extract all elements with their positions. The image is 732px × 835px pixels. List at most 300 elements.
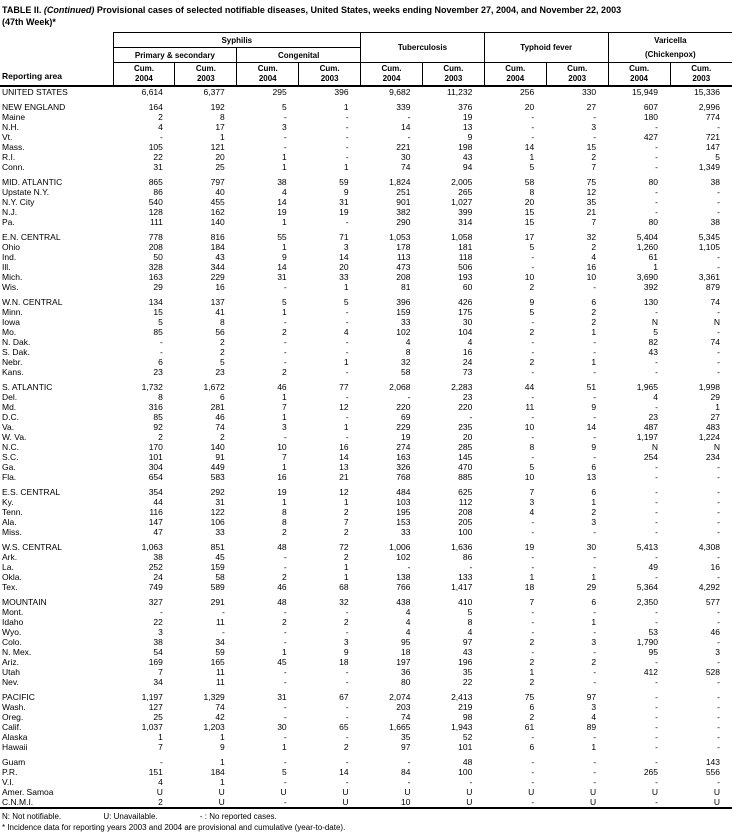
value-cell: 116: [149, 507, 163, 517]
value-cell: 1: [281, 392, 287, 402]
value-cell: -: [717, 637, 720, 647]
col-group-tuberculosis: Tuberculosis: [361, 33, 485, 63]
value-cell: 10: [400, 797, 411, 807]
value-cell: -: [407, 112, 411, 122]
table-row: [0, 217, 732, 227]
value-cell: -: [717, 462, 720, 472]
value-cell: -: [221, 627, 225, 637]
col-subgroup-congenital: Congenital: [237, 48, 361, 63]
reporting-area-cell: Maine: [2, 112, 26, 122]
value-cell: 147: [148, 517, 163, 527]
value-cell: 100: [458, 767, 473, 777]
reporting-area-cell: Upstate N.Y.: [2, 187, 50, 197]
value-cell: 23: [215, 367, 225, 377]
value-cell: 449: [210, 462, 225, 472]
reporting-area-cell: Iowa: [2, 317, 20, 327]
value-cell: 2: [591, 307, 597, 317]
value-cell: 43: [648, 347, 659, 357]
value-cell: 127: [148, 702, 163, 712]
value-cell: -: [283, 432, 287, 442]
value-cell: U: [156, 787, 163, 797]
value-cell: 1,943: [451, 722, 473, 732]
table-row: [0, 102, 732, 112]
value-cell: -: [717, 572, 720, 582]
value-cell: 6: [220, 392, 225, 402]
reporting-area-cell: Nebr.: [2, 357, 23, 367]
reporting-area-cell: Oreg.: [2, 712, 24, 722]
value-cell: 2: [591, 242, 597, 252]
value-cell: -: [593, 132, 597, 142]
value-cell: 1: [220, 777, 225, 787]
value-cell: 3: [591, 702, 597, 712]
value-cell: -: [345, 142, 349, 152]
value-cell: 2: [220, 432, 225, 442]
value-cell: U: [528, 787, 535, 797]
value-cell: 95: [648, 647, 659, 657]
value-cell: 654: [148, 472, 163, 482]
title-text: Provisional cases of selected notifiable diseases, United States, weeks ending November 27, 2004, and November 22, 2003: [96, 5, 622, 15]
value-cell: -: [717, 357, 720, 367]
value-cell: 95: [400, 637, 411, 647]
value-cell: -: [531, 767, 535, 777]
value-cell: 5: [281, 102, 287, 112]
value-cell: 86: [462, 552, 473, 562]
value-cell: 4: [281, 187, 287, 197]
reporting-area-cell: Mass.: [2, 142, 25, 152]
value-cell: 16: [215, 282, 225, 292]
value-cell: 74: [710, 297, 720, 307]
value-cell: 6: [591, 487, 597, 497]
value-cell: 219: [458, 702, 473, 712]
table-row: [0, 562, 732, 572]
value-cell: -: [655, 722, 659, 732]
value-cell: 46: [277, 582, 287, 592]
value-cell: -: [593, 677, 597, 687]
value-cell: 5: [529, 242, 535, 252]
value-cell: 6: [529, 742, 535, 752]
value-cell: -: [655, 122, 659, 132]
value-cell: 9,682: [389, 87, 411, 97]
value-cell: 102: [396, 327, 411, 337]
value-cell: 2: [281, 367, 287, 377]
value-cell: 3: [281, 422, 287, 432]
value-cell: 73: [462, 367, 473, 377]
value-cell: -: [593, 667, 597, 677]
value-cell: -: [655, 607, 659, 617]
value-cell: 13: [462, 122, 473, 132]
value-cell: 7: [529, 597, 535, 607]
value-cell: 1,006: [389, 542, 411, 552]
value-cell: 22: [153, 617, 163, 627]
value-cell: 220: [458, 402, 473, 412]
value-cell: -: [655, 462, 659, 472]
value-cell: 170: [148, 442, 163, 452]
value-cell: 184: [210, 242, 225, 252]
value-cell: -: [717, 607, 720, 617]
value-cell: -: [593, 767, 597, 777]
value-cell: 128: [148, 207, 163, 217]
value-cell: -: [655, 367, 659, 377]
value-cell: 38: [153, 637, 163, 647]
reporting-area-cell: R.I.: [2, 152, 16, 162]
table-row: [0, 347, 732, 357]
value-cell: 193: [458, 272, 473, 282]
value-cell: 865: [148, 177, 163, 187]
table-row: [0, 86, 732, 97]
value-cell: 1,329: [203, 692, 225, 702]
table-row: [0, 367, 732, 377]
value-cell: 20: [524, 102, 535, 112]
value-cell: 48: [277, 542, 287, 552]
value-cell: -: [717, 187, 720, 197]
value-cell: 20: [339, 262, 349, 272]
value-cell: -: [717, 252, 720, 262]
value-cell: 265: [458, 187, 473, 197]
value-cell: 1: [220, 732, 225, 742]
value-cell: -: [655, 507, 659, 517]
value-cell: 3,361: [698, 272, 720, 282]
col-header-syphilis-cong-2004: Cum. 2004: [237, 63, 299, 87]
value-cell: 32: [586, 232, 597, 242]
value-cell: 4: [591, 252, 597, 262]
value-cell: 8: [529, 442, 535, 452]
value-cell: -: [345, 627, 349, 637]
value-cell: 5: [281, 297, 287, 307]
value-cell: -: [531, 757, 535, 767]
value-cell: 3: [591, 637, 597, 647]
value-cell: 2: [343, 507, 349, 517]
reporting-area-cell: Fla.: [2, 472, 17, 482]
value-cell: 38: [277, 177, 287, 187]
reporting-area-cell: Vt.: [2, 132, 13, 142]
value-cell: 86: [153, 187, 163, 197]
reporting-area-cell: Mont.: [2, 607, 24, 617]
value-cell: 17: [215, 122, 225, 132]
value-cell: 2: [281, 617, 287, 627]
value-cell: 339: [396, 102, 411, 112]
value-cell: 721: [705, 132, 720, 142]
reporting-area-cell: S. Dak.: [2, 347, 30, 357]
value-cell: -: [345, 667, 349, 677]
table-row: [0, 187, 732, 197]
value-cell: 2: [529, 637, 535, 647]
value-cell: -: [655, 307, 659, 317]
value-cell: U: [218, 797, 225, 807]
value-cell: 1: [343, 282, 349, 292]
value-cell: 382: [396, 207, 411, 217]
value-cell: 4: [405, 607, 411, 617]
value-cell: 196: [458, 657, 473, 667]
col-group-typhoid-fever: Typhoid fever: [484, 33, 608, 63]
value-cell: U: [466, 787, 473, 797]
value-cell: 427: [643, 132, 659, 142]
value-cell: 43: [215, 252, 225, 262]
value-cell: 10: [277, 442, 287, 452]
value-cell: -: [655, 742, 659, 752]
value-cell: 60: [462, 282, 473, 292]
table-row: [0, 507, 732, 517]
value-cell: -: [283, 282, 287, 292]
value-cell: -: [531, 617, 535, 627]
value-cell: 23: [648, 412, 659, 422]
table-row: [0, 692, 732, 702]
value-cell: 1,037: [141, 722, 163, 732]
value-cell: 12: [339, 402, 349, 412]
value-cell: -: [593, 777, 597, 787]
value-cell: 3: [715, 647, 720, 657]
value-cell: 326: [396, 462, 411, 472]
value-cell: -: [345, 337, 349, 347]
value-cell: 153: [396, 517, 411, 527]
value-cell: 2: [529, 282, 535, 292]
reporting-area-cell: N. Dak.: [2, 337, 31, 347]
value-cell: 5: [467, 607, 473, 617]
value-cell: -: [655, 357, 659, 367]
value-cell: 6: [529, 702, 535, 712]
value-cell: 1: [591, 327, 597, 337]
footnote-no-reported-cases: - : No reported cases.: [199, 812, 277, 821]
value-cell: 295: [272, 87, 287, 97]
table-row: [0, 627, 732, 637]
value-cell: -: [283, 732, 287, 742]
value-cell: 9: [591, 402, 597, 412]
value-cell: 77: [339, 382, 349, 392]
value-cell: U: [280, 787, 287, 797]
value-cell: 1: [220, 132, 225, 142]
value-cell: 3: [281, 122, 287, 132]
value-cell: 1,732: [141, 382, 163, 392]
value-cell: 292: [210, 487, 225, 497]
reporting-area-header: Reporting area: [0, 33, 113, 87]
value-cell: 159: [210, 562, 225, 572]
value-cell: 4: [405, 627, 411, 637]
reporting-area-cell: Ohio: [2, 242, 20, 252]
value-cell: -: [655, 402, 659, 412]
value-cell: 19: [277, 207, 287, 217]
footnote-legend: [2, 811, 728, 822]
value-cell: 229: [396, 422, 411, 432]
value-cell: 766: [396, 582, 411, 592]
value-cell: -: [655, 142, 659, 152]
value-cell: -: [283, 757, 287, 767]
value-cell: 30: [462, 317, 473, 327]
value-cell: 38: [710, 217, 720, 227]
table-section: [0, 227, 732, 292]
reporting-area-cell: Md.: [2, 402, 17, 412]
value-cell: -: [717, 327, 720, 337]
value-cell: 1,203: [203, 722, 225, 732]
value-cell: 1,260: [636, 242, 659, 252]
value-cell: 19: [462, 112, 473, 122]
value-cell: 3: [591, 517, 597, 527]
value-cell: 1: [653, 262, 659, 272]
value-cell: -: [531, 337, 535, 347]
table-row: [0, 272, 732, 282]
value-cell: 2,005: [451, 177, 473, 187]
col-header-varicella-2004: Cum. 2004: [608, 63, 670, 87]
value-cell: -: [283, 607, 287, 617]
value-cell: 234: [705, 452, 720, 462]
value-cell: 9: [529, 297, 535, 307]
reporting-area-cell: W. Va.: [2, 432, 27, 442]
value-cell: 470: [458, 462, 473, 472]
value-cell: 1: [343, 162, 349, 172]
table-row: [0, 112, 732, 122]
table-row: [0, 382, 732, 392]
value-cell: -: [283, 797, 287, 807]
reporting-area-cell: Amer. Samoa: [2, 787, 54, 797]
col-header-typhoid-2003: Cum. 2003: [546, 63, 608, 87]
value-cell: 4: [467, 337, 473, 347]
reporting-area-cell: Ala.: [2, 517, 17, 527]
value-cell: -: [655, 487, 659, 497]
value-cell: 101: [458, 742, 473, 752]
col-header-syphilis-ps-2004: Cum. 2004: [113, 63, 175, 87]
value-cell: 24: [153, 572, 163, 582]
value-cell: 5: [529, 462, 535, 472]
value-cell: 192: [210, 102, 225, 112]
value-cell: 53: [648, 627, 659, 637]
value-cell: 33: [400, 527, 411, 537]
value-cell: 10: [524, 272, 535, 282]
value-cell: 36: [400, 667, 411, 677]
value-cell: 65: [339, 722, 349, 732]
table-section: [0, 97, 732, 172]
value-cell: 344: [210, 262, 225, 272]
table-section: [0, 687, 732, 752]
table-row: [0, 357, 732, 367]
value-cell: -: [655, 517, 659, 527]
value-cell: -: [160, 607, 163, 617]
value-cell: 44: [524, 382, 535, 392]
value-cell: -: [531, 432, 535, 442]
table-row: [0, 767, 732, 777]
value-cell: 91: [215, 452, 225, 462]
value-cell: 8: [158, 392, 163, 402]
value-cell: -: [717, 677, 720, 687]
value-cell: 265: [643, 767, 659, 777]
value-cell: 1,417: [451, 582, 473, 592]
value-cell: -: [717, 207, 720, 217]
value-cell: -: [593, 732, 597, 742]
value-cell: 2: [220, 337, 225, 347]
value-cell: 396: [334, 87, 349, 97]
value-cell: 1: [343, 572, 349, 582]
value-cell: 8: [467, 617, 473, 627]
value-cell: -: [160, 337, 163, 347]
value-cell: 147: [705, 142, 720, 152]
value-cell: 1,063: [141, 542, 163, 552]
table-row: [0, 657, 732, 667]
value-cell: 885: [458, 472, 473, 482]
value-cell: 5,404: [636, 232, 659, 242]
value-cell: -: [655, 552, 659, 562]
value-cell: 2: [591, 507, 597, 517]
table-row: [0, 742, 732, 752]
value-cell: 84: [400, 767, 411, 777]
value-cell: 67: [339, 692, 349, 702]
table-row: [0, 572, 732, 582]
value-cell: -: [283, 562, 287, 572]
value-cell: -: [531, 647, 535, 657]
value-cell: 9: [343, 187, 349, 197]
value-cell: -: [345, 367, 349, 377]
value-cell: -: [221, 607, 225, 617]
value-cell: -: [655, 187, 659, 197]
value-cell: 4: [653, 392, 659, 402]
reporting-area-cell: Okla.: [2, 572, 22, 582]
value-cell: 14: [339, 767, 349, 777]
value-cell: 879: [705, 282, 720, 292]
table-row: [0, 712, 732, 722]
value-cell: 111: [149, 217, 163, 227]
value-cell: 1,105: [698, 242, 720, 252]
value-cell: 46: [710, 627, 720, 637]
value-cell: -: [283, 357, 287, 367]
reporting-area-cell: Wis.: [2, 282, 19, 292]
value-cell: 328: [148, 262, 163, 272]
value-cell: -: [717, 507, 720, 517]
reporting-area-cell: Va.: [2, 422, 15, 432]
value-cell: 438: [396, 597, 411, 607]
value-cell: -: [717, 617, 720, 627]
value-cell: -: [160, 757, 163, 767]
value-cell: 4: [405, 337, 411, 347]
value-cell: 105: [148, 142, 163, 152]
table-row: [0, 677, 732, 687]
value-cell: 59: [339, 177, 349, 187]
value-cell: 5: [281, 767, 287, 777]
value-cell: -: [407, 132, 411, 142]
value-cell: 2: [343, 617, 349, 627]
value-cell: 1: [281, 497, 287, 507]
value-cell: 92: [153, 422, 163, 432]
value-cell: 2: [343, 527, 349, 537]
value-cell: -: [283, 347, 287, 357]
value-cell: 2: [529, 327, 535, 337]
value-cell: 1: [529, 667, 535, 677]
value-cell: 203: [396, 702, 411, 712]
value-cell: 16: [277, 472, 287, 482]
value-cell: -: [655, 702, 659, 712]
reporting-area-cell: Kans.: [2, 367, 24, 377]
value-cell: 130: [643, 297, 659, 307]
value-cell: -: [531, 122, 535, 132]
table-row: [0, 732, 732, 742]
value-cell: 32: [400, 357, 411, 367]
value-cell: 69: [400, 412, 411, 422]
reporting-area-cell: Wyo.: [2, 627, 22, 637]
table-section: [0, 752, 732, 807]
value-cell: -: [531, 562, 535, 572]
value-cell: 145: [458, 452, 473, 462]
value-cell: -: [717, 347, 720, 357]
reporting-area-cell: D.C.: [2, 412, 19, 422]
reporting-area-cell: E.N. CENTRAL: [2, 232, 61, 242]
value-cell: -: [717, 472, 720, 482]
value-cell: -: [407, 757, 411, 767]
value-cell: 58: [400, 367, 411, 377]
value-cell: 455: [210, 197, 225, 207]
value-cell: 540: [148, 197, 163, 207]
value-cell: -: [345, 677, 349, 687]
value-cell: U: [404, 787, 411, 797]
table-title: [0, 3, 732, 29]
value-cell: 1: [281, 242, 287, 252]
value-cell: 1: [591, 572, 597, 582]
value-cell: 291: [210, 597, 225, 607]
table-row: [0, 722, 732, 732]
